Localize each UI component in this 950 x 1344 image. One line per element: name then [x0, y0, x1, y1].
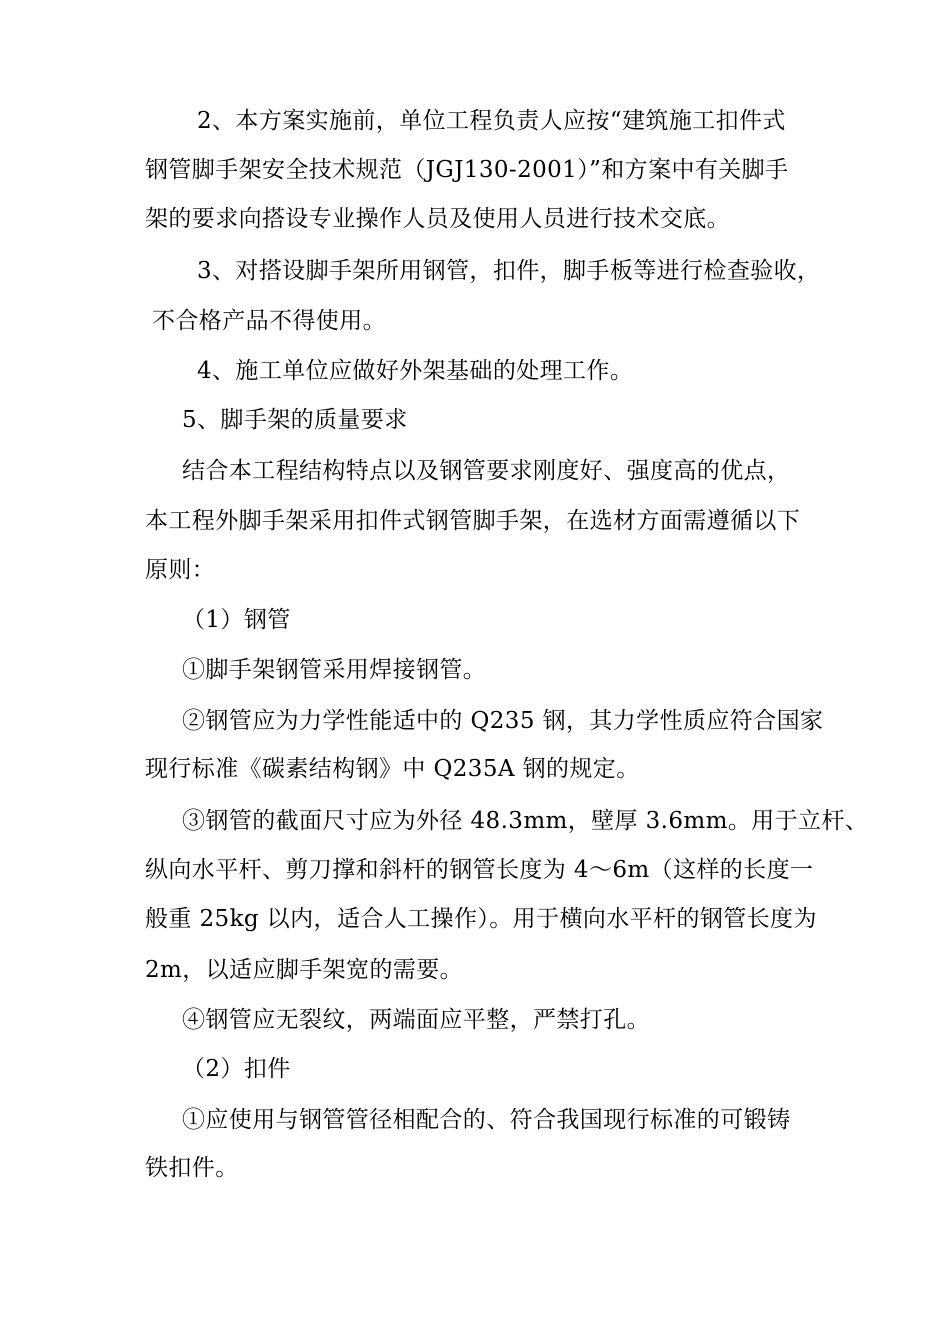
- subsection-heading: （2）扣件: [182, 1056, 291, 1082]
- text-line: 3、对搭设脚手架所用钢管，扣件，脚手板等进行检查验收，: [197, 258, 821, 284]
- subsection-heading: （1）钢管: [182, 607, 291, 633]
- text-line: 般重 25kg 以内，适合人工操作）。用于横向水平杆的钢管长度为: [145, 906, 817, 932]
- text-line: 4、施工单位应做好外架基础的处理工作。: [197, 358, 634, 384]
- text-line: 2m，以适应脚手架宽的需要。: [145, 957, 464, 983]
- text-line: ①应使用与钢管管径相配合的、符合我国现行标准的可锻铸: [182, 1107, 791, 1133]
- text-line: 架的要求向搭设专业操作人员及使用人员进行技术交底。: [145, 206, 730, 232]
- text-line: ②钢管应为力学性能适中的 Q235 钢，其力学性质应符合国家: [182, 708, 824, 734]
- text-line: 2、本方案实施前，单位工程负责人应按“建筑施工扣件式: [197, 108, 786, 134]
- text-line: ①脚手架钢管采用焊接钢管。: [182, 657, 487, 683]
- text-line: ④钢管应无裂纹，两端面应平整，严禁打孔。: [182, 1007, 650, 1033]
- text-line: 钢管脚手架安全技术规范（JGJ130-2001）”和方案中有关脚手: [145, 157, 789, 183]
- text-line: 原则：: [145, 557, 216, 583]
- section-heading: 5、脚手架的质量要求: [182, 407, 408, 433]
- text-line: 铁扣件。: [145, 1155, 239, 1181]
- text-line: 本工程外脚手架采用扣件式钢管脚手架，在选材方面需遵循以下: [145, 508, 801, 534]
- text-line: 现行标准《碳素结构钢》中 Q235A 钢的规定。: [145, 756, 640, 782]
- text-line: ③钢管的截面尺寸应为外径 48.3mm，壁厚 3.6mm。用于立杆、: [182, 808, 869, 834]
- text-line: 纵向水平杆、剪刀撑和斜杆的钢管长度为 4～6m（这样的长度一: [145, 857, 814, 883]
- text-line: 不合格产品不得使用。: [152, 308, 386, 334]
- text-line: 结合本工程结构特点以及钢管要求刚度好、强度高的优点，: [182, 458, 791, 484]
